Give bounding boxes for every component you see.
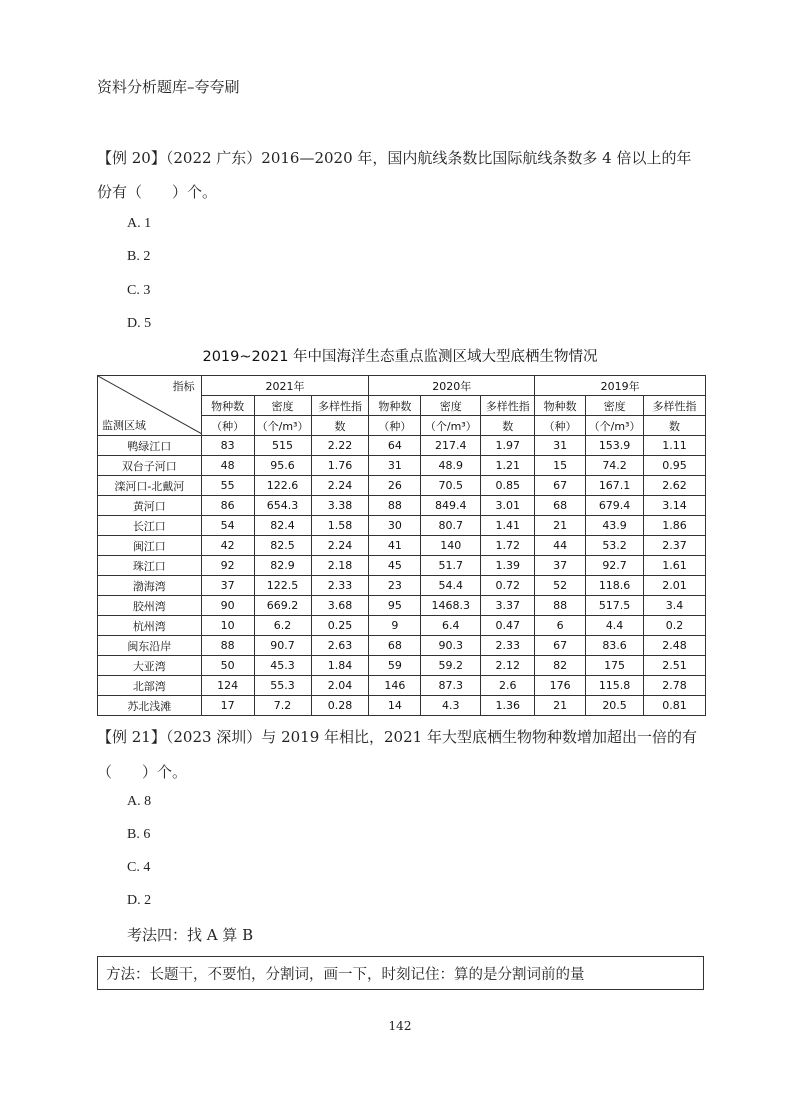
value-cell: 55 xyxy=(201,476,254,496)
value-cell: 48 xyxy=(201,456,254,476)
table-row xyxy=(98,676,706,696)
value-cell: 92 xyxy=(201,556,254,576)
value-cell: 4.3 xyxy=(421,696,481,716)
table-row xyxy=(98,436,706,456)
value-cell: 50 xyxy=(201,656,254,676)
value-cell: 82 xyxy=(535,656,586,676)
column-header-top: 密度 xyxy=(421,396,481,416)
column-header-top: 物种数 xyxy=(369,396,421,416)
value-cell: 55.3 xyxy=(254,676,311,696)
table-row xyxy=(98,556,706,576)
year-header-2019: 2019年 xyxy=(535,376,706,396)
value-cell: 669.2 xyxy=(254,596,311,616)
method-heading: 考法四：找 A 算 B xyxy=(127,926,254,944)
value-cell: 2.78 xyxy=(644,676,706,696)
value-cell: 0.95 xyxy=(644,456,706,476)
value-cell: 0.28 xyxy=(311,696,369,716)
region-cell: 珠江口 xyxy=(98,556,202,576)
value-cell: 92.7 xyxy=(586,556,644,576)
value-cell: 1.76 xyxy=(311,456,369,476)
value-cell: 14 xyxy=(369,696,421,716)
value-cell: 9 xyxy=(369,616,421,636)
value-cell: 2.04 xyxy=(311,676,369,696)
value-cell: 23 xyxy=(369,576,421,596)
value-cell: 122.6 xyxy=(254,476,311,496)
value-cell: 4.4 xyxy=(586,616,644,636)
value-cell: 1.11 xyxy=(644,436,706,456)
value-cell: 88 xyxy=(201,636,254,656)
value-cell: 153.9 xyxy=(586,436,644,456)
value-cell: 515 xyxy=(254,436,311,456)
region-cell: 双台子河口 xyxy=(98,456,202,476)
column-header-unit: （个/m³） xyxy=(421,416,481,436)
value-cell: 1.58 xyxy=(311,516,369,536)
value-cell: 82.5 xyxy=(254,536,311,556)
value-cell: 90.7 xyxy=(254,636,311,656)
value-cell: 59.2 xyxy=(421,656,481,676)
value-cell: 74.2 xyxy=(586,456,644,476)
table-row xyxy=(98,456,706,476)
question-20-line1: 【例 20】（2022 广东）2016—2020 年，国内航线条数比国际航线条数多 4 倍以上的年 xyxy=(97,149,692,167)
value-cell: 2.12 xyxy=(481,656,535,676)
value-cell: 2.51 xyxy=(644,656,706,676)
question-20-option-b: B. 2 xyxy=(127,249,151,264)
question-21-option-c: C. 4 xyxy=(127,860,151,875)
column-header-unit: （个/m³） xyxy=(254,416,311,436)
value-cell: 70.5 xyxy=(421,476,481,496)
value-cell: 26 xyxy=(369,476,421,496)
value-cell: 48.9 xyxy=(421,456,481,476)
table-corner-cell xyxy=(98,376,202,436)
value-cell: 0.81 xyxy=(644,696,706,716)
column-header-top: 物种数 xyxy=(535,396,586,416)
value-cell: 31 xyxy=(369,456,421,476)
value-cell: 2.6 xyxy=(481,676,535,696)
value-cell: 10 xyxy=(201,616,254,636)
table-row xyxy=(98,656,706,676)
table-row xyxy=(98,596,706,616)
value-cell: 2.18 xyxy=(311,556,369,576)
value-cell: 1.61 xyxy=(644,556,706,576)
value-cell: 54 xyxy=(201,516,254,536)
column-header-top: 物种数 xyxy=(201,396,254,416)
value-cell: 517.5 xyxy=(586,596,644,616)
value-cell: 90.3 xyxy=(421,636,481,656)
value-cell: 167.1 xyxy=(586,476,644,496)
value-cell: 217.4 xyxy=(421,436,481,456)
table-row xyxy=(98,516,706,536)
value-cell: 0.2 xyxy=(644,616,706,636)
value-cell: 2.24 xyxy=(311,476,369,496)
region-cell: 北部湾 xyxy=(98,676,202,696)
table-row xyxy=(98,496,706,516)
region-cell: 胶州湾 xyxy=(98,596,202,616)
value-cell: 6.2 xyxy=(254,616,311,636)
column-header-top: 多样性指 xyxy=(644,396,706,416)
column-header-unit: （种） xyxy=(535,416,586,436)
table-row xyxy=(98,476,706,496)
value-cell: 95 xyxy=(369,596,421,616)
value-cell: 67 xyxy=(535,476,586,496)
value-cell: 52 xyxy=(535,576,586,596)
value-cell: 83 xyxy=(201,436,254,456)
value-cell: 140 xyxy=(421,536,481,556)
column-header-top: 密度 xyxy=(586,396,644,416)
question-21-line1: 【例 21】（2023 深圳）与 2019 年相比，2021 年大型底栖生物物种数增加超出一倍的有 xyxy=(97,728,697,746)
value-cell: 83.6 xyxy=(586,636,644,656)
year-header-2020: 2020年 xyxy=(369,376,535,396)
value-cell: 2.48 xyxy=(644,636,706,656)
value-cell: 6.4 xyxy=(421,616,481,636)
value-cell: 37 xyxy=(201,576,254,596)
method-text: 方法：长题干，不要怕，分割词，画一下，时刻记住：算的是分割词前的量 xyxy=(106,967,585,983)
table-title: 2019~2021 年中国海洋生态重点监测区域大型底栖生物情况 xyxy=(202,349,598,365)
value-cell: 45 xyxy=(369,556,421,576)
value-cell: 2.37 xyxy=(644,536,706,556)
question-20-option-d: D. 5 xyxy=(127,316,152,331)
corner-label-region: 监测区域 xyxy=(102,419,146,432)
question-21-option-d: D. 2 xyxy=(127,893,152,908)
value-cell: 88 xyxy=(535,596,586,616)
value-cell: 1.84 xyxy=(311,656,369,676)
region-cell: 渤海湾 xyxy=(98,576,202,596)
value-cell: 41 xyxy=(369,536,421,556)
column-header-unit: （种） xyxy=(201,416,254,436)
value-cell: 53.2 xyxy=(586,536,644,556)
method-box xyxy=(97,956,704,990)
column-header-unit: 数 xyxy=(644,416,706,436)
page-number: 142 xyxy=(388,1019,412,1033)
value-cell: 64 xyxy=(369,436,421,456)
value-cell: 0.47 xyxy=(481,616,535,636)
benthic-data-table xyxy=(97,375,706,716)
value-cell: 1.39 xyxy=(481,556,535,576)
value-cell: 6 xyxy=(535,616,586,636)
value-cell: 2.63 xyxy=(311,636,369,656)
value-cell: 2.33 xyxy=(311,576,369,596)
value-cell: 86 xyxy=(201,496,254,516)
year-header-2021: 2021年 xyxy=(201,376,369,396)
value-cell: 1.86 xyxy=(644,516,706,536)
value-cell: 3.37 xyxy=(481,596,535,616)
value-cell: 3.14 xyxy=(644,496,706,516)
value-cell: 68 xyxy=(369,636,421,656)
region-cell: 苏北浅滩 xyxy=(98,696,202,716)
value-cell: 3.68 xyxy=(311,596,369,616)
column-header-unit: （个/m³） xyxy=(586,416,644,436)
value-cell: 1.21 xyxy=(481,456,535,476)
column-header-top: 密度 xyxy=(254,396,311,416)
value-cell: 68 xyxy=(535,496,586,516)
column-header-unit: 数 xyxy=(481,416,535,436)
value-cell: 54.4 xyxy=(421,576,481,596)
value-cell: 0.85 xyxy=(481,476,535,496)
corner-label-indicator: 指标 xyxy=(172,380,195,393)
value-cell: 115.8 xyxy=(586,676,644,696)
value-cell: 118.6 xyxy=(586,576,644,596)
table-row xyxy=(98,616,706,636)
value-cell: 31 xyxy=(535,436,586,456)
column-header-unit: 数 xyxy=(311,416,369,436)
column-header-unit: （种） xyxy=(369,416,421,436)
region-cell: 鸭绿江口 xyxy=(98,436,202,456)
value-cell: 67 xyxy=(535,636,586,656)
question-21-line2: （ ）个。 xyxy=(97,763,188,781)
region-cell: 长江口 xyxy=(98,516,202,536)
region-cell: 大亚湾 xyxy=(98,656,202,676)
value-cell: 44 xyxy=(535,536,586,556)
table-row xyxy=(98,696,706,716)
value-cell: 90 xyxy=(201,596,254,616)
value-cell: 42 xyxy=(201,536,254,556)
value-cell: 849.4 xyxy=(421,496,481,516)
value-cell: 1.97 xyxy=(481,436,535,456)
region-cell: 黄河口 xyxy=(98,496,202,516)
value-cell: 17 xyxy=(201,696,254,716)
value-cell: 95.6 xyxy=(254,456,311,476)
value-cell: 2.24 xyxy=(311,536,369,556)
value-cell: 146 xyxy=(369,676,421,696)
value-cell: 1468.3 xyxy=(421,596,481,616)
region-cell: 滦河口-北戴河 xyxy=(98,476,202,496)
value-cell: 30 xyxy=(369,516,421,536)
value-cell: 654.3 xyxy=(254,496,311,516)
question-20-option-c: C. 3 xyxy=(127,283,151,298)
question-20-option-a: A. 1 xyxy=(127,216,152,231)
value-cell: 1.36 xyxy=(481,696,535,716)
value-cell: 87.3 xyxy=(421,676,481,696)
document-header: 资料分析题库–夸夸刷 xyxy=(97,78,240,96)
question-21-option-b: B. 6 xyxy=(127,827,151,842)
value-cell: 51.7 xyxy=(421,556,481,576)
value-cell: 59 xyxy=(369,656,421,676)
value-cell: 2.01 xyxy=(644,576,706,596)
table-row xyxy=(98,536,706,556)
value-cell: 20.5 xyxy=(586,696,644,716)
region-cell: 闽江口 xyxy=(98,536,202,556)
value-cell: 2.62 xyxy=(644,476,706,496)
value-cell: 3.01 xyxy=(481,496,535,516)
column-header-top: 多样性指 xyxy=(311,396,369,416)
value-cell: 0.25 xyxy=(311,616,369,636)
value-cell: 679.4 xyxy=(586,496,644,516)
value-cell: 82.4 xyxy=(254,516,311,536)
value-cell: 45.3 xyxy=(254,656,311,676)
value-cell: 2.22 xyxy=(311,436,369,456)
value-cell: 2.33 xyxy=(481,636,535,656)
table-row xyxy=(98,636,706,656)
value-cell: 37 xyxy=(535,556,586,576)
value-cell: 3.4 xyxy=(644,596,706,616)
table-row xyxy=(98,576,706,596)
value-cell: 3.38 xyxy=(311,496,369,516)
value-cell: 124 xyxy=(201,676,254,696)
value-cell: 21 xyxy=(535,516,586,536)
value-cell: 80.7 xyxy=(421,516,481,536)
value-cell: 88 xyxy=(369,496,421,516)
value-cell: 122.5 xyxy=(254,576,311,596)
column-header-top: 多样性指 xyxy=(481,396,535,416)
value-cell: 1.41 xyxy=(481,516,535,536)
question-21-option-a: A. 8 xyxy=(127,794,152,809)
question-20-line2: 份有（ ）个。 xyxy=(97,183,218,201)
value-cell: 175 xyxy=(586,656,644,676)
value-cell: 43.9 xyxy=(586,516,644,536)
value-cell: 7.2 xyxy=(254,696,311,716)
value-cell: 82.9 xyxy=(254,556,311,576)
value-cell: 0.72 xyxy=(481,576,535,596)
value-cell: 1.72 xyxy=(481,536,535,556)
value-cell: 15 xyxy=(535,456,586,476)
value-cell: 176 xyxy=(535,676,586,696)
region-cell: 闽东沿岸 xyxy=(98,636,202,656)
region-cell: 杭州湾 xyxy=(98,616,202,636)
value-cell: 21 xyxy=(535,696,586,716)
